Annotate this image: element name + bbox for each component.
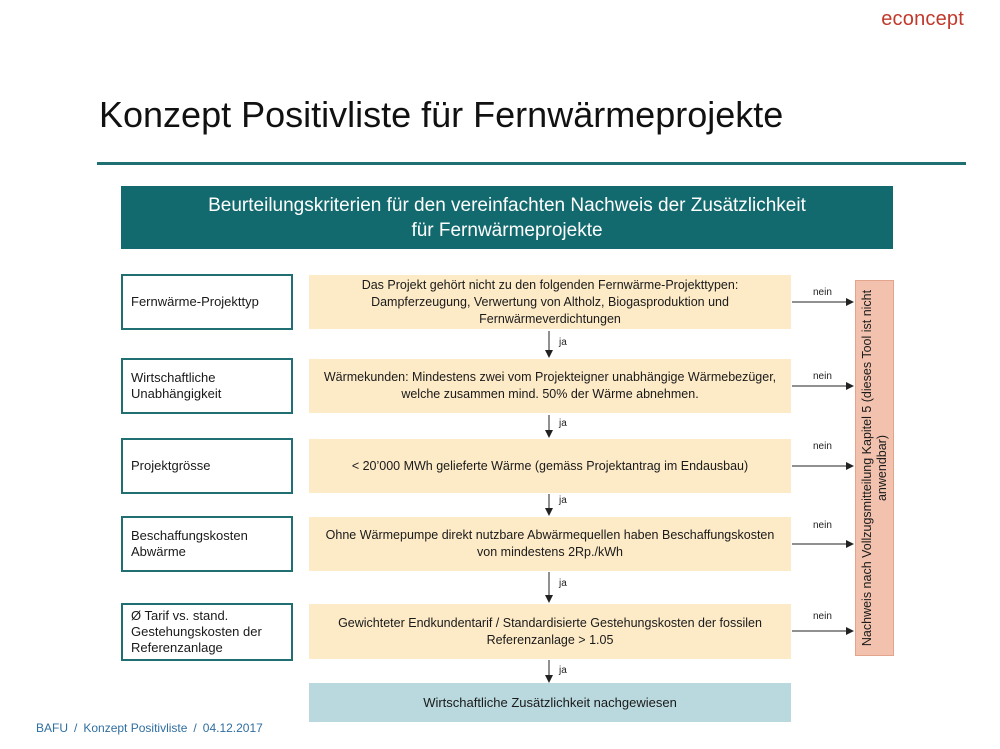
yes-label-5: ja [559,665,567,676]
footer-separator: / [74,721,78,735]
criterion-project-size: Projektgrösse [121,438,293,494]
condition-tariff-ratio: Gewichteter Endkundentarif / Standardisierte Gestehungskosten der fossilen Referenzanlage > 1.05 [309,604,791,659]
yes-label-1: ja [559,337,567,348]
no-label-2: nein [813,371,832,382]
condition-project-type: Das Projekt gehört nicht zu den folgenden Fernwärme-Projekttypen: Dampferzeugung, Verwertung von Altholz, Biogasproduktion und Fernwärmeverdichtungen [309,275,791,329]
econcept-logo: econcept [881,8,964,30]
no-label-1: nein [813,287,832,298]
no-label-5: nein [813,611,832,622]
footer [36,721,263,735]
footer-doc: Konzept Positivliste [83,721,188,735]
yes-label-2: ja [559,418,567,429]
footer-separator: / [193,721,197,735]
page-title: Konzept Positivliste für Fernwärmeprojekte [99,94,784,135]
yes-label-3: ja [559,495,567,506]
criterion-project-type: Fernwärme-Projekttyp [121,274,293,330]
banner-line-2: für Fernwärmeprojekte [411,219,603,241]
no-label-4: nein [813,520,832,531]
criterion-economic-independence: Wirtschaftliche Unabhängigkeit [121,358,293,414]
condition-waste-heat-cost: Ohne Wärmepumpe direkt nutzbare Abwärmequellen haben Beschaffungskosten von mindestens 2Rp./kWh [309,517,791,571]
banner-line-1: Beurteilungskriterien für den vereinfachten Nachweis der Zusätzlichkeit [208,194,806,216]
footer-org: BAFU [36,721,69,735]
result-additionality-proven: Wirtschaftliche Zusätzlichkeit nachgewiesen [309,683,791,722]
no-label-3: nein [813,441,832,452]
criterion-waste-heat-cost: Beschaffungskosten Abwärme [121,516,293,572]
condition-project-size: < 20’000 MWh gelieferte Wärme (gemäss Projektantrag im Endausbau) [309,439,791,493]
footer-date: 04.12.2017 [202,721,263,735]
criterion-tariff-ratio: Ø Tarif vs. stand. Gestehungskosten der Referenzanlage [121,603,293,661]
fallback-procedure-text: Nachweis nach Vollzugsmitteilung Kapitel 5 (dieses Tool ist nicht anwendbar) [859,289,889,647]
yes-label-4: ja [559,578,567,589]
condition-economic-independence: Wärmekunden: Mindestens zwei vom Projekteigner unabhängige Wärmebezüger, welche zusammen mind. 50% der Wärme abnehmen. [309,359,791,413]
